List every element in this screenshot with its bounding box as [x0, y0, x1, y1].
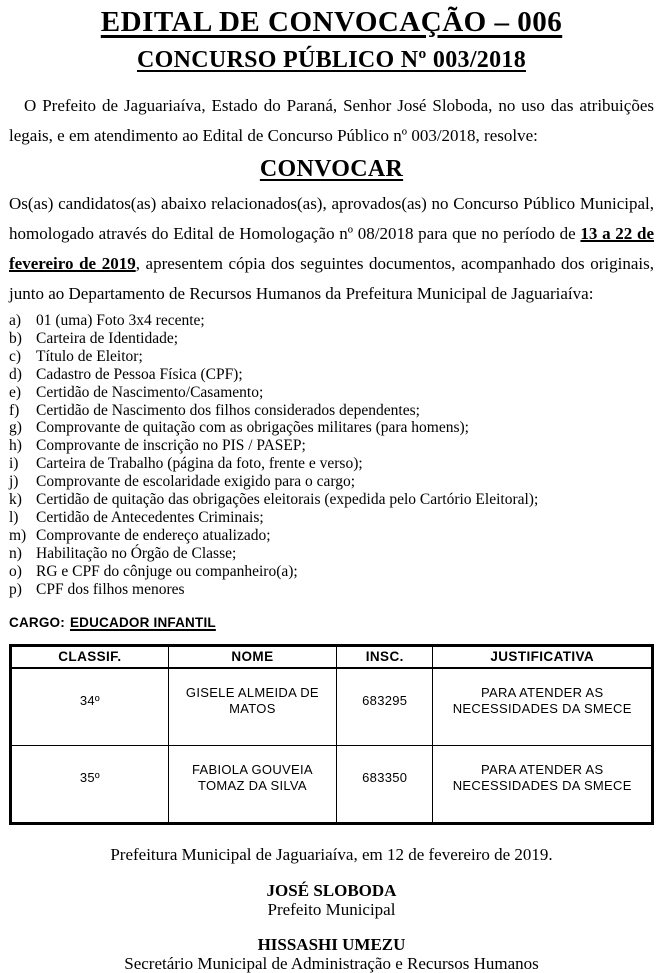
list-item-marker: k)	[9, 491, 22, 509]
list-item-text: Certidão de Nascimento/Casamento;	[36, 383, 264, 401]
list-item-marker: a)	[9, 312, 22, 329]
cargo-value: EDUCADOR INFANTIL	[69, 614, 216, 630]
signature-role: Secretário Municipal de Administração e Recursos Humanos	[124, 953, 539, 973]
col-header-insc: INSC.	[337, 645, 433, 668]
list-item-text: Carteira de Identidade;	[36, 329, 179, 347]
list-item-text: Título de Eleitor;	[36, 347, 143, 365]
list-item	[9, 491, 654, 509]
cell-classif: 34º	[11, 668, 169, 746]
list-item-text: Certidão de Nascimento dos filhos considerados dependentes;	[36, 401, 420, 419]
documents-list	[9, 312, 654, 599]
list-item-text: Certidão de Antecedentes Criminais;	[36, 508, 264, 526]
cell-justificativa: PARA ATENDER AS NECESSIDADES DA SMECE	[433, 745, 653, 823]
list-item-text: CPF dos filhos menores	[36, 580, 185, 598]
table-row	[11, 668, 653, 746]
cell-justificativa: PARA ATENDER AS NECESSIDADES DA SMECE	[433, 668, 653, 746]
signature-block-mayor	[9, 881, 654, 919]
list-item-marker: o)	[9, 562, 22, 580]
list-item-marker: p)	[9, 580, 22, 598]
list-item-marker: g)	[9, 419, 22, 437]
table-row	[11, 745, 653, 823]
list-item-marker: e)	[9, 383, 22, 401]
page-subtitle: CONCURSO PÚBLICO Nº 003/2018	[136, 47, 526, 73]
list-item	[9, 384, 654, 402]
list-item-text: 01 (uma) Foto 3x4 recente;	[36, 312, 205, 329]
table-header-row	[11, 645, 653, 668]
cargo-line	[9, 614, 654, 632]
cargo-label: CARGO:	[9, 614, 65, 630]
convocation-period: 13 a 22 de fevereiro de 2019	[9, 224, 655, 273]
list-item	[9, 455, 654, 473]
list-item	[9, 330, 654, 348]
list-item-marker: f)	[9, 401, 20, 419]
list-item	[9, 509, 654, 527]
list-item	[9, 581, 654, 599]
signature-block-secretary	[9, 935, 654, 973]
list-item-marker: i)	[9, 455, 19, 473]
list-item-text: Certidão de quitação das obrigações eleitorais (expedida pelo Cartório Eleitoral);	[36, 491, 539, 509]
list-item-text: Comprovante de inscrição no PIS / PASEP;	[36, 437, 306, 455]
date-line: Prefeitura Municipal de Jaguariaíva, em 12 de fevereiro de 2019.	[110, 844, 553, 864]
col-header-nome: NOME	[168, 645, 336, 668]
convocar-paragraph	[9, 189, 654, 309]
list-item-marker: m)	[9, 526, 27, 544]
list-item-text: Comprovante de escolaridade exigido para o cargo;	[36, 473, 356, 491]
col-header-justificativa: JUSTIFICATIVA	[433, 645, 653, 668]
list-item-marker: d)	[9, 365, 22, 383]
signature-role: Prefeito Municipal	[267, 899, 396, 919]
list-item	[9, 419, 654, 437]
list-item	[9, 348, 654, 366]
cell-nome: FABIOLA GOUVEIA TOMAZ DA SILVA	[168, 745, 336, 823]
list-item-text: Comprovante de quitação com as obrigações militares (para homens);	[36, 419, 469, 437]
list-item-marker: j)	[9, 473, 19, 491]
signature-name: JOSÉ SLOBODA	[266, 880, 397, 900]
col-header-classif: CLASSIF.	[11, 645, 169, 668]
list-item	[9, 366, 654, 384]
list-item-text: Cadastro de Pessoa Física (CPF);	[36, 365, 243, 383]
list-item-text: Comprovante de endereço atualizado;	[36, 526, 271, 544]
cell-insc: 683295	[337, 668, 433, 746]
list-item-marker: b)	[9, 329, 22, 347]
signature-name: HISSASHI UMEZU	[257, 934, 406, 954]
list-item	[9, 545, 654, 563]
convocar-paragraph-part1: Os(as) candidatos(as) abaixo relacionados(as), aprovados(as) no Concurso Público Municipal, homologado através do Edital de Homologação nº 08/2018 para que no período de	[9, 194, 654, 243]
cell-nome: GISELE ALMEIDA DE MATOS	[168, 668, 336, 746]
cell-insc: 683350	[337, 745, 433, 823]
list-item-marker: n)	[9, 544, 22, 562]
cell-classif: 35º	[11, 745, 169, 823]
convocar-paragraph-part2: , apresentem cópia dos seguintes documentos, acompanhado dos originais, junto ao Departamento de Recursos Humanos da Prefeitura Municipal de Jaguariaíva:	[9, 254, 654, 303]
list-item	[9, 527, 654, 545]
list-item	[9, 563, 654, 581]
list-item	[9, 312, 654, 330]
candidates-table	[9, 644, 654, 825]
list-item	[9, 473, 654, 491]
list-item	[9, 437, 654, 455]
list-item-marker: c)	[9, 347, 22, 365]
list-item-text: Habilitação no Órgão de Classe;	[36, 544, 237, 562]
intro-paragraph: O Prefeito de Jaguariaíva, Estado do Paraná, Senhor José Sloboda, no uso das atribuições legais, e em atendimento ao Edital de Concurso Público nº 003/2018, resolve:	[9, 96, 654, 145]
page-title: EDITAL DE CONVOCAÇÃO – 006	[100, 6, 563, 38]
list-item-text: Carteira de Trabalho (página da foto, frente e verso);	[36, 455, 363, 473]
convocar-heading: CONVOCAR	[259, 156, 404, 182]
list-item	[9, 402, 654, 420]
list-item-marker: l)	[9, 508, 19, 526]
list-item-text: RG e CPF do cônjuge ou companheiro(a);	[36, 562, 298, 580]
list-item-marker: h)	[9, 437, 22, 455]
